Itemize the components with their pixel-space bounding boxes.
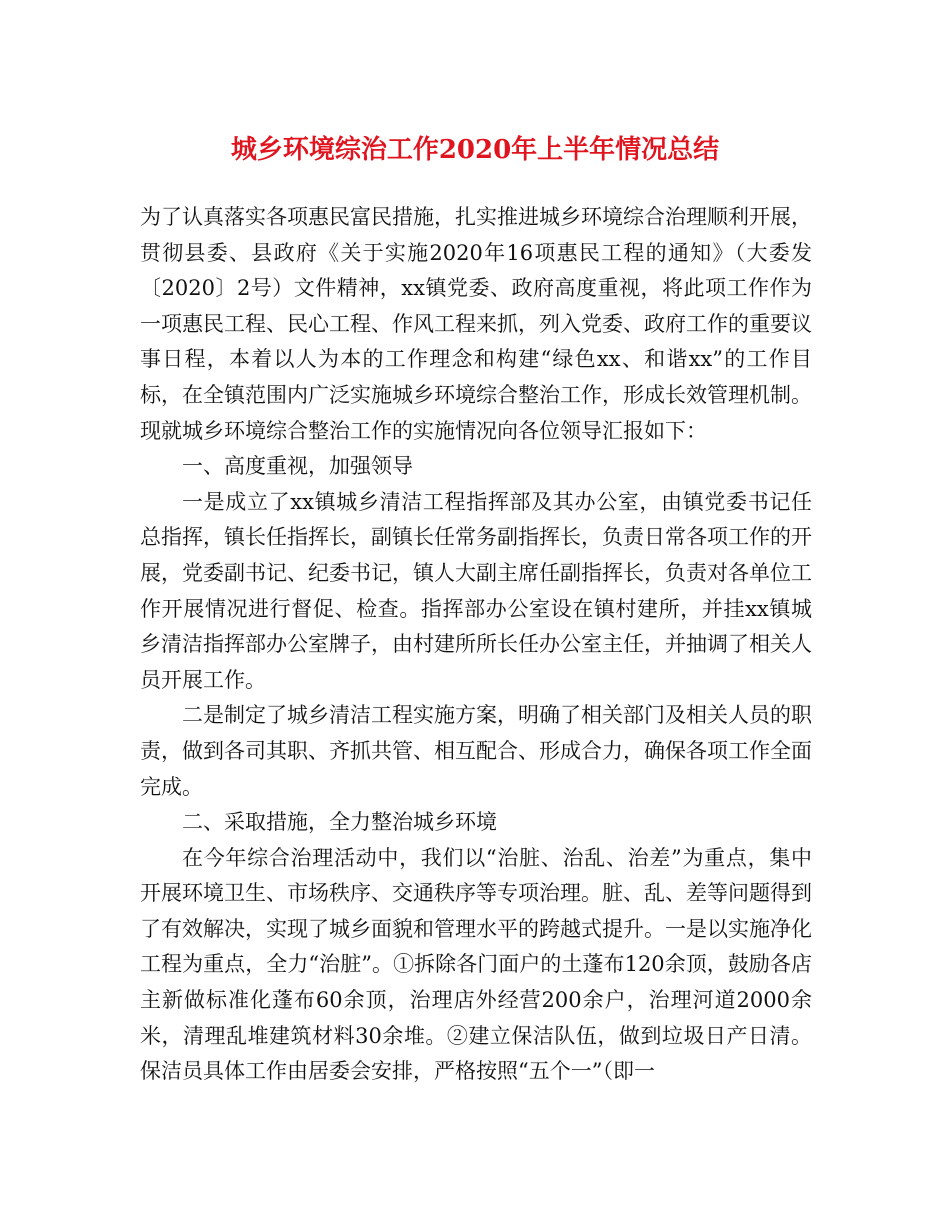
- intro-paragraph: 为了认真落实各项惠民富民措施，扎实推进城乡环境综合治理顺利开展，贯彻县委、县政府《关于实施2020年16项惠民工程的通知》（大委发〔2020〕2号）文件精神，xx镇党委、政府高度重视，将此项工作作为一项惠民工程、民心工程、作风工程来抓，列入党委、政府工作的重要议事日程，本着以人为本的工作理念和构建“绿色xx、和谐xx”的工作目标，在全镇范围内广泛实施城乡环境综合整治工作，形成长效管理机制。现就城乡环境综合整治工作的实施情况向各位领导汇报如下：: [140, 205, 812, 443]
- document-title: 城乡环境综治工作2020年上半年情况总结: [230, 135, 720, 165]
- body-paragraph: 在今年综合治理活动中，我们以“治脏、治乱、治差”为重点，集中开展环境卫生、市场秩序、交通秩序等专项治理。脏、乱、差等问题得到了有效解决，实现了城乡面貌和管理水平的跨越式提升。一是以实施净化工程为重点，全力“治脏”。①拆除各门面户的土蓬布120余顶，鼓励各店主新做标准化蓬布60余顶，治理店外经营200余户，治理河道2000余米，清理乱堆建筑材料30余堆。②建立保洁队伍，做到垃圾日产日清。保洁员具体工作由居委会安排，严格按照“五个一”（即一: [140, 845, 812, 1084]
- body-paragraph: 二是制定了城乡清洁工程实施方案，明确了相关部门及相关人员的职责，做到各司其职、齐抓共管、相互配合、形成合力，确保各项工作全面完成。: [140, 703, 812, 799]
- section-heading-2: 二、采取措施，全力整治城乡环境: [182, 810, 497, 835]
- document-body: [140, 200, 812, 1090]
- section-heading-1: 一、高度重视，加强领导: [182, 454, 413, 479]
- body-paragraph: 一是成立了xx镇城乡清洁工程指挥部及其办公室，由镇党委书记任总指挥，镇长任指挥长，副镇长任常务副指挥长，负责日常各项工作的开展，党委副书记、纪委书记，镇人大副主席任副指挥长，负责对各单位工作开展情况进行督促、检查。指挥部办公室设在镇村建所，并挂xx镇城乡清洁指挥部办公室牌子，由村建所所长任办公室主任，并抽调了相关人员开展工作。: [140, 489, 812, 692]
